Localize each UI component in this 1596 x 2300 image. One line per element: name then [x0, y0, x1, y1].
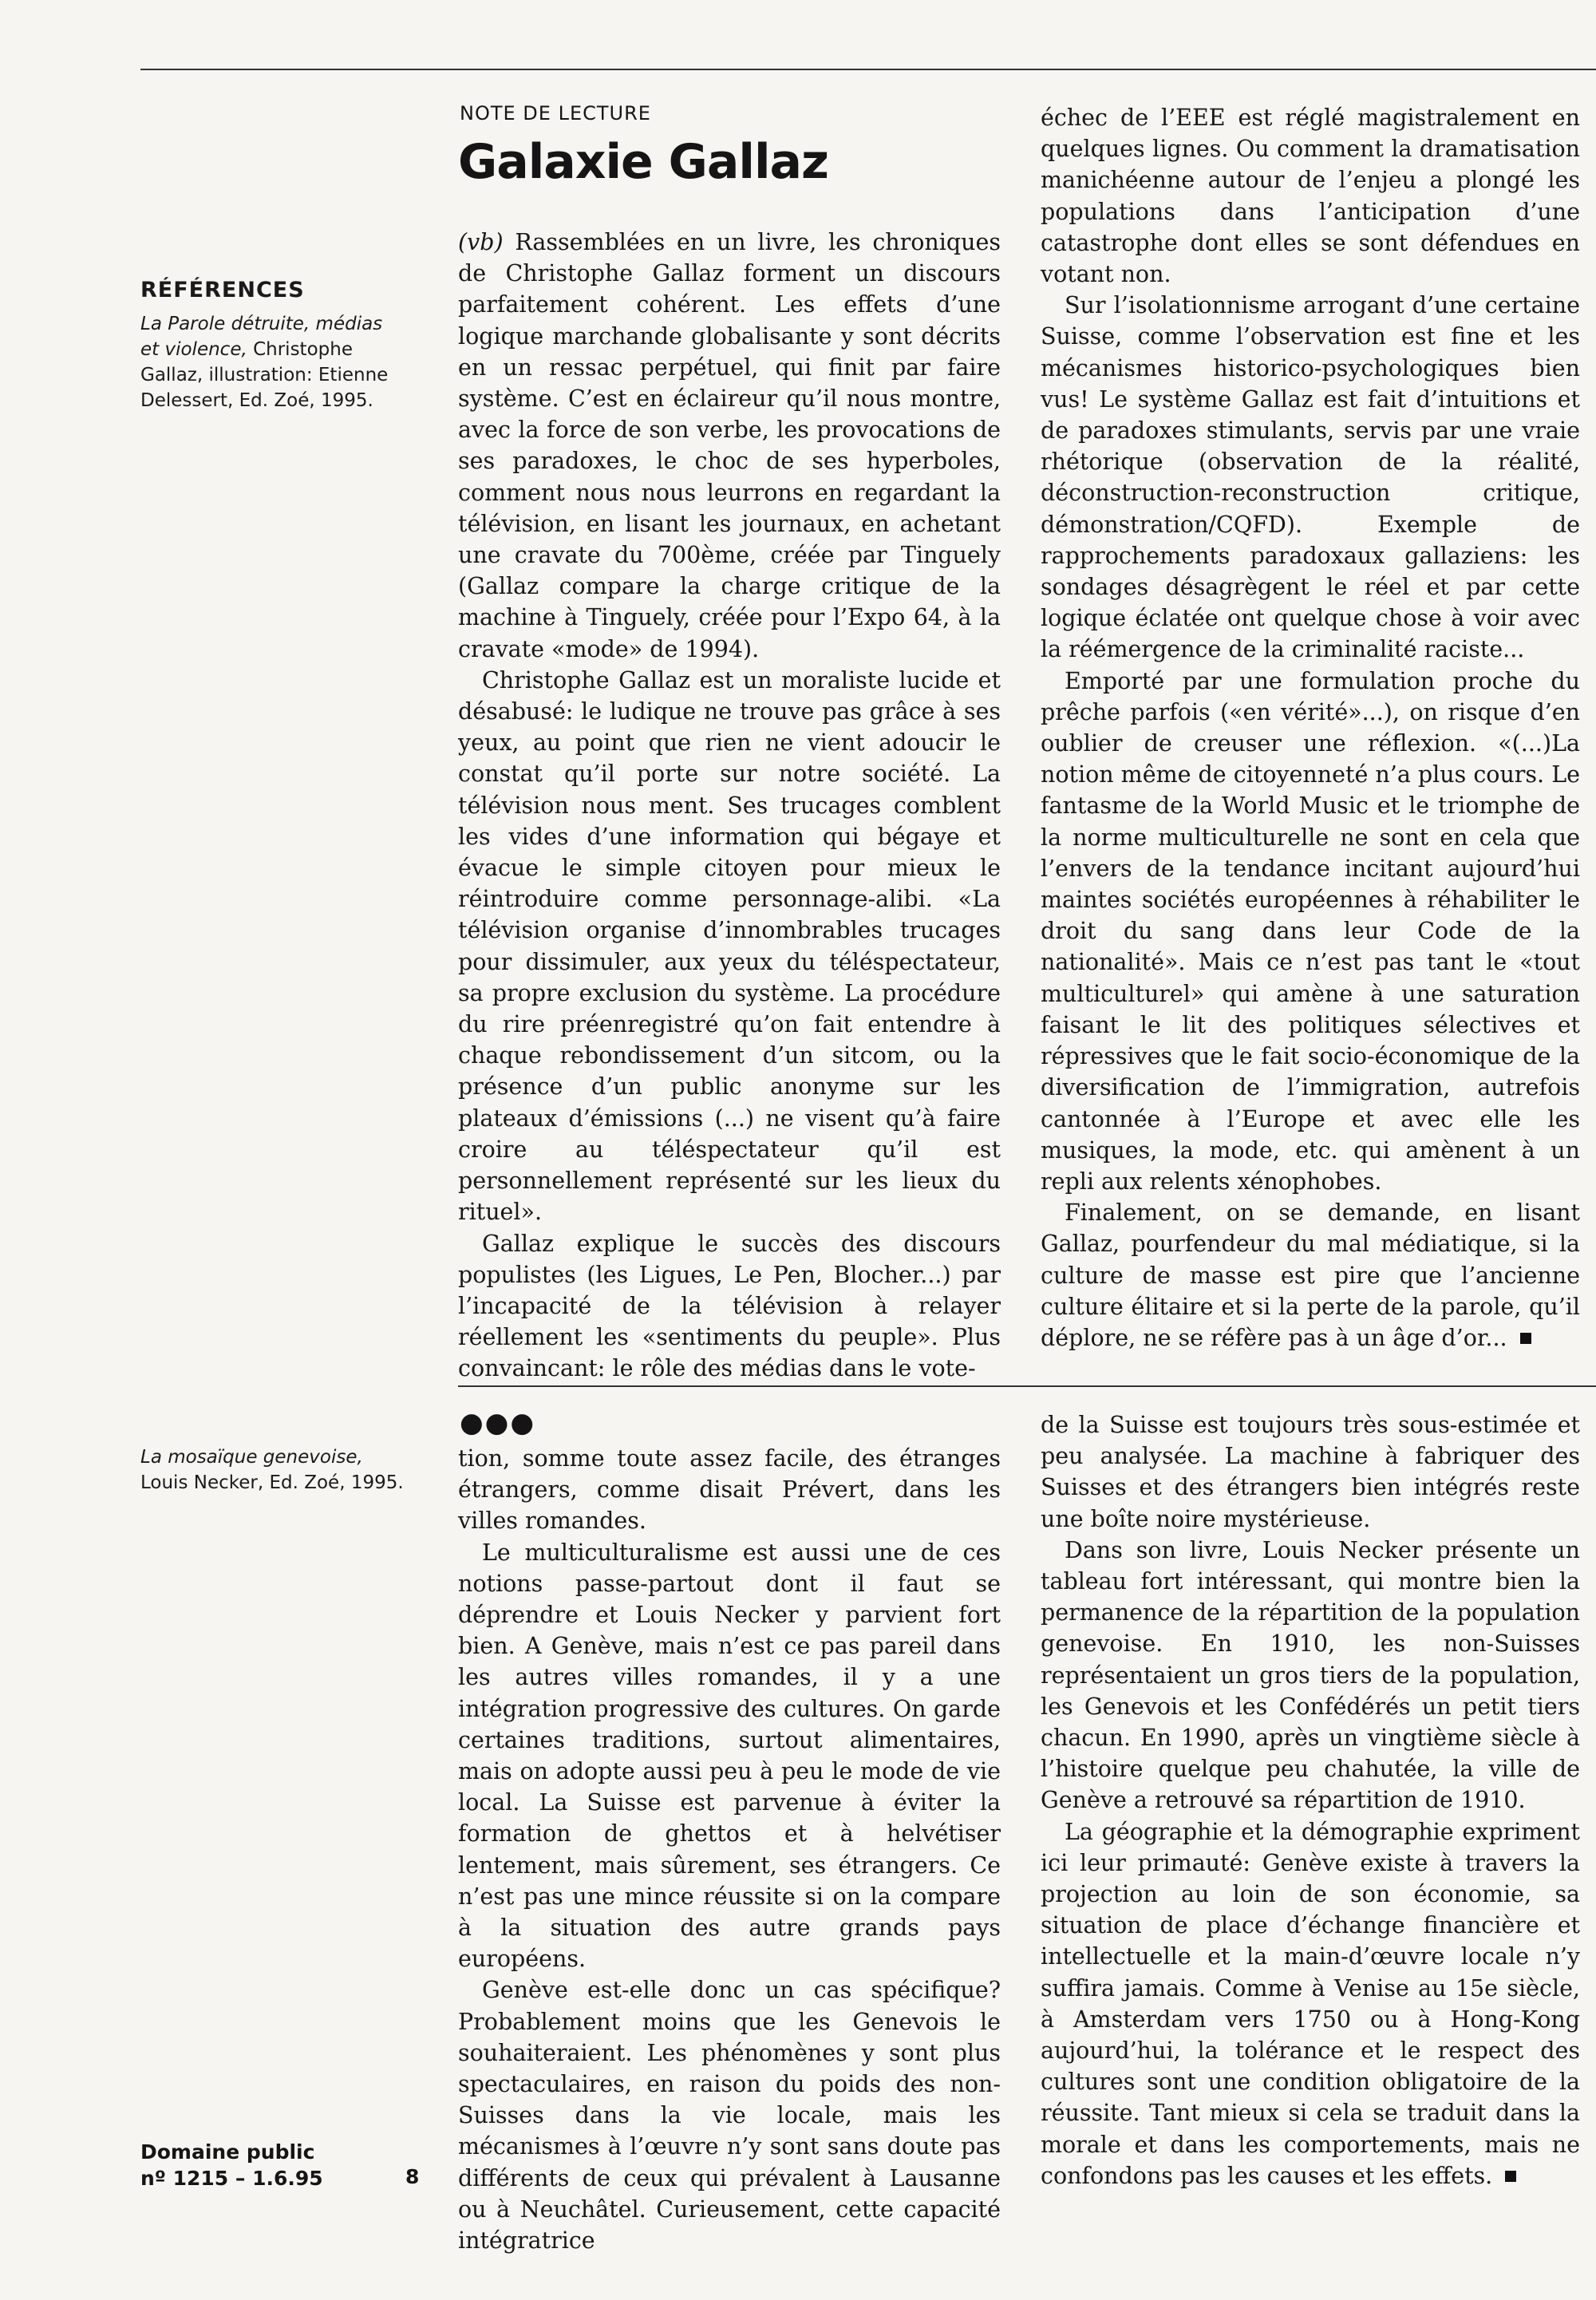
- reference-item-2: [140, 1444, 404, 1496]
- paragraph: Dans son livre, Louis Necker présente un tableau fort intéressant, qui montre bien la permanence de la répartition de la population genevoise. En 1910, les non-Suisses représentaient un gros tiers de la population, les Genevois et les Confédérés un petit tiers chacun. En 1990, après un vingtième siècle à l’histoire quelque peu chahutée, la ville de Genève a retrouvé sa répartition de 1910.: [1041, 1536, 1580, 1814]
- paragraph: Emporté par une formulation proche du prêche parfois («en vérité»...), on risque d’en oublier de creuser une réflexion. «(...)La notion même de citoyenneté n’a plus cours. Le fantasme de la World Music et le triomphe de la norme multiculturelle ne sont en cela que l’envers de la tendance incitant aujourd’hui maintes sociétés européennes à réhabiliter le droit du sang dans leur Code de la nationalité». Mais ce n’est pas tant le «tout multiculturel» qui amène à une saturation faisant le lit des politiques sélectives et répressives que le fait socio-économique de la diversification de l’immigration, autrefois cantonnée à l’Europe et avec elle les musiques, la mode, etc. qui amènent à un repli aux relents xénophobes.: [1041, 667, 1580, 1195]
- article2-column-2: [1041, 1409, 1580, 2191]
- article-title: Galaxie Gallaz: [458, 134, 828, 190]
- top-rule: [140, 69, 1596, 70]
- end-mark-icon: [1520, 1333, 1531, 1344]
- references-heading: RÉFÉRENCES: [140, 278, 305, 302]
- section-kicker: NOTE DE LECTURE: [460, 102, 651, 124]
- paragraph: échec de l’EEE est réglé magistralement en quelques lignes. Ou comment la dramatisation manichéenne autour de l’enjeu a plongé les populations dans l’anticipation d’une catastrophe dont elles se sont défendues en votant non.: [1041, 105, 1580, 288]
- paragraph: (vb) Rassemblées en un livre, les chroniques de Christophe Gallaz forment un discours parfaitement cohérent. Les effets d’une logique marchande globalisante y sont décrits en un ressac perpétuel, qui finit par faire système. C’est en éclaireur qu’il nous montre, avec la force de son verbe, les provocations de ses paradoxes, le choc de ses hyperboles, comment nous nous leurrons en regardant la télévision, en lisant les journaux, en achetant une cravate du 700ème, créée par Tinguely (Gallaz compare la charge critique de la machine à Tinguely, créée pour l’Expo 64, à la cravate «mode» de 1994).: [458, 229, 1001, 662]
- paragraph: Finalement, on se demande, en lisant Gallaz, pourfendeur du mal médiatique, si la culture de masse est pire que l’ancienne culture élitaire et si la perte de la parole, qu’il déplore, ne se réfère pas à un âge d’or...: [1041, 1199, 1580, 1351]
- reference-title: La Parole détruite, médias et violence,: [140, 314, 383, 360]
- reference-details: Louis Necker, Ed. Zoé, 1995.: [140, 1472, 404, 1493]
- end-mark-icon: [1505, 2171, 1516, 2182]
- continuation-mark: ●●●: [460, 1407, 536, 1439]
- paragraph: La géographie et la démographie expriment ici leur primauté: Genève existe à travers la projection au loin de son économie, sa situation de place d’échange financière et intellectuelle et la main-d’œuvre locale n’y suffira jamais. Comme à Venise au 15e siècle, à Amsterdam vers 1750 ou à Hong-Kong aujourd’hui, la tolérance et le respect des cultures sont une condition obligatoire de la réussite. Tant mieux si cela se traduit dans la morale et dans les comportements, mais ne confondons pas les causes et les effets.: [1041, 1818, 1580, 2189]
- issue-number: nº 1215 – 1.6.95: [140, 2167, 323, 2190]
- paragraph: Sur l’isolationnisme arrogant d’une certaine Suisse, comme l’observation est fine et les mécanismes historico-psychologiques bien vus! Le système Gallaz est fait d’intuitions et de paradoxes stimulants, servis par une vraie rhétorique (observation de la réalité, déconstruction-reconstruction critique, démonstration/CQFD). Exemple de rapprochements paradoxaux gallaziens: les sondages désagrègent le réel et par cette logique éclatée ont quelque chose à voir avec la réémergence de la criminalité raciste...: [1041, 292, 1580, 663]
- reference-item-1: [140, 311, 404, 413]
- reference-title: La mosaïque genevoise,: [140, 1447, 363, 1468]
- publication-name: Domaine public: [140, 2140, 315, 2164]
- article2-column-1: [458, 1443, 1001, 2256]
- paragraph: Genève est-elle donc un cas spécifique? Probablement moins que les Genevois le souhaiteraient. Les phénomènes y sont plus spectaculaires, en raison du poids des non-Suisses dans la vie locale, mais les mécanismes à l’œuvre n’y sont sans doute pas différents de ceux qui prévalent à Lausanne ou à Neuchâtel. Curieusement, cette capacité intégratrice: [458, 1977, 1001, 2255]
- section-divider-rule: [458, 1385, 1596, 1387]
- article1-column-2: [1041, 102, 1580, 1354]
- page-number: 8: [405, 2165, 420, 2188]
- paragraph: Le multiculturalisme est aussi une de ces notions passe-partout dont il faut se déprendre et Louis Necker y parvient fort bien. A Genève, mais n’est ce pas pareil dans les autres villes romandes, il y a une intégration progressive des cultures. On garde certaines traditions, surtout alimentaires, mais on adopte aussi peu à peu le mode de vie local. La Suisse est parvenue à éviter la formation de ghettos et à helvétiser lentement, mais sûrement, ses étrangers. Ce n’est pas une mince réussite si on la compare à la situation des autre grands pays européens.: [458, 1539, 1001, 1973]
- paragraph: tion, somme toute assez facile, des étranges étrangers, comme disait Prévert, dans les villes romandes.: [458, 1445, 1001, 1535]
- paragraph: Gallaz explique le succès des discours populistes (les Ligues, Le Pen, Blocher...) par l’incapacité de la télévision à relayer réellement les «sentiments du peuple». Plus convaincant: le rôle des médias dans le vote-: [458, 1230, 1001, 1382]
- byline: (vb): [458, 229, 504, 255]
- reference-details: Christophe Gallaz, illustration: Etienne Delessert, Ed. Zoé, 1995.: [140, 339, 389, 411]
- paragraph: de la Suisse est toujours très sous-estimée et peu analysée. La machine à fabriquer des Suisses et des étrangers bien intégrés reste une boîte noire mystérieuse.: [1041, 1412, 1580, 1532]
- paragraph: Christophe Gallaz est un moraliste lucide et désabusé: le ludique ne trouve pas grâce à ses yeux, au point que rien ne vient adoucir le constat qu’il porte sur notre société. La télévision nous ment. Ses trucages comblent les vides d’une information qui bégaye et évacue le simple citoyen pour mieux le réintroduire comme personnage-alibi. «La télévision organise d’innombrables trucages pour dissimuler, aux yeux du téléspectateur, sa propre exclusion du système. La procédure du rire préenregistré qu’on fait entendre à chaque rebondissement d’un sitcom, ou la présence d’un public anonyme sur les plateaux d’émissions (...) ne visent qu’à faire croire au téléspectateur qu’il est personnellement représenté sur les lieux du rituel».: [458, 666, 1001, 1226]
- publication-footer: [140, 2139, 323, 2191]
- article1-column-1: [458, 227, 1001, 1385]
- references-box: [140, 278, 404, 413]
